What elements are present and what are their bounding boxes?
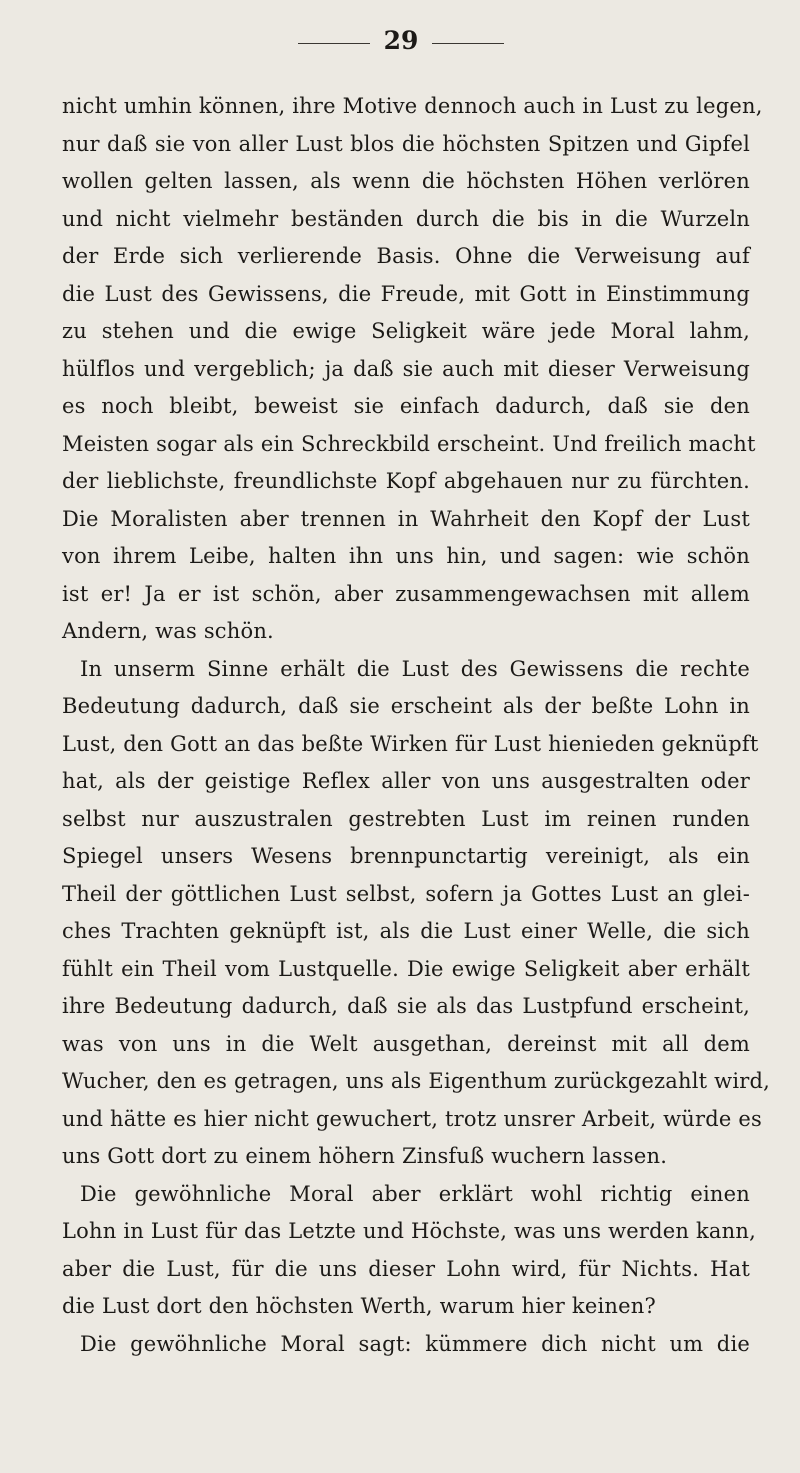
text-line: fühlt ein Theil vom Lustquelle. Die ewige Seligkeit aber erhält <box>62 956 750 981</box>
text-line: Wucher, den es getragen, uns als Eigenthum zurückgezahlt wird, <box>62 1069 771 1093</box>
text-line: die Lust des Gewissens, die Freude, mit Gott in Einstimmung <box>62 281 750 306</box>
text-line: Die gewöhnliche Moral aber erklärt wohl richtig einen <box>80 1181 750 1206</box>
header-rule-left <box>298 43 370 44</box>
page-header <box>0 26 800 56</box>
text-line: zu stehen und die ewige Seligkeit wäre jede Moral lahm, <box>62 319 750 343</box>
paragraph-1 <box>62 88 763 651</box>
text-line: Die Moralisten aber trennen in Wahrheit den Kopf der Lust <box>62 506 750 531</box>
text-line: hat, als der geistige Reflex aller von uns ausgestralten oder <box>62 769 750 793</box>
text-line: der lieblichste, freundlichste Kopf abgehauen nur zu fürchten. <box>62 469 750 493</box>
text-line: Lust, den Gott an das beßte Wirken für Lust hienieden geknüpft <box>62 731 759 756</box>
page-number: 29 <box>383 26 419 55</box>
text-line: Spiegel unsers Wesens brennpunctartig vereinigt, als ein <box>62 844 750 868</box>
text-line: der Erde sich verlierende Basis. Ohne die Verweisung auf <box>62 244 750 268</box>
text-line: Andern, was schön. <box>62 619 274 643</box>
text-line: Die gewöhnliche Moral sagt: kümmere dich nicht um die <box>80 1331 750 1356</box>
text-line: aber die Lust, für die uns dieser Lohn wird, für Nichts. Hat <box>62 1256 750 1281</box>
header-rule-right <box>432 43 504 44</box>
text-line: ches Trachten geknüpft ist, als die Lust einer Welle, die sich <box>62 919 750 943</box>
text-line: Lohn in Lust für das Letzte und Höchste, was uns werden kann, <box>62 1219 756 1243</box>
paragraph-3 <box>62 1176 756 1364</box>
text-line: nicht umhin können, ihre Motive dennoch auch in Lust zu legen, <box>62 94 763 118</box>
text-line: was von uns in die Welt ausgethan, dereinst mit all dem <box>62 1031 750 1056</box>
text-line: In unserm Sinne erhält die Lust des Gewissens die rechte <box>80 656 750 681</box>
text-line: Bedeutung dadurch, daß sie erscheint als der beßte Lohn in <box>62 694 750 718</box>
text-line: nur daß sie von aller Lust blos die höchsten Spitzen und Gipfel <box>62 131 750 156</box>
text-line: die Lust dort den höchsten Werth, warum hier keinen? <box>62 1294 656 1318</box>
text-line: wollen gelten lassen, als wenn die höchsten Höhen verlören <box>62 169 750 193</box>
body-text <box>62 88 771 1363</box>
text-line: uns Gott dort zu einem höhern Zinsfuß wuchern lassen. <box>62 1144 668 1168</box>
text-line: von ihrem Leibe, halten ihn uns hin, und sagen: wie schön <box>62 544 750 568</box>
text-line: ist er! Ja er ist schön, aber zusammengewachsen mit allem <box>62 581 750 606</box>
text-line: es noch bleibt, beweist sie einfach dadurch, daß sie den <box>62 394 750 418</box>
text-line: und nicht vielmehr beständen durch die bis in die Wurzeln <box>62 206 750 231</box>
text-line: selbst nur auszustralen gestrebten Lust im reinen runden <box>62 806 750 831</box>
text-line: hülflos und vergeblich; ja daß sie auch mit dieser Verweisung <box>62 356 750 381</box>
text-line: Theil der göttlichen Lust selbst, sofern ja Gottes Lust an glei- <box>62 881 750 906</box>
paragraph-2 <box>62 651 771 1176</box>
text-line: Meisten sogar als ein Schreckbild erscheint. Und freilich macht <box>62 431 756 456</box>
text-line: ihre Bedeutung dadurch, daß sie als das Lustpfund erscheint, <box>62 994 750 1018</box>
text-line: und hätte es hier nicht gewuchert, trotz unsrer Arbeit, würde es <box>62 1106 762 1131</box>
